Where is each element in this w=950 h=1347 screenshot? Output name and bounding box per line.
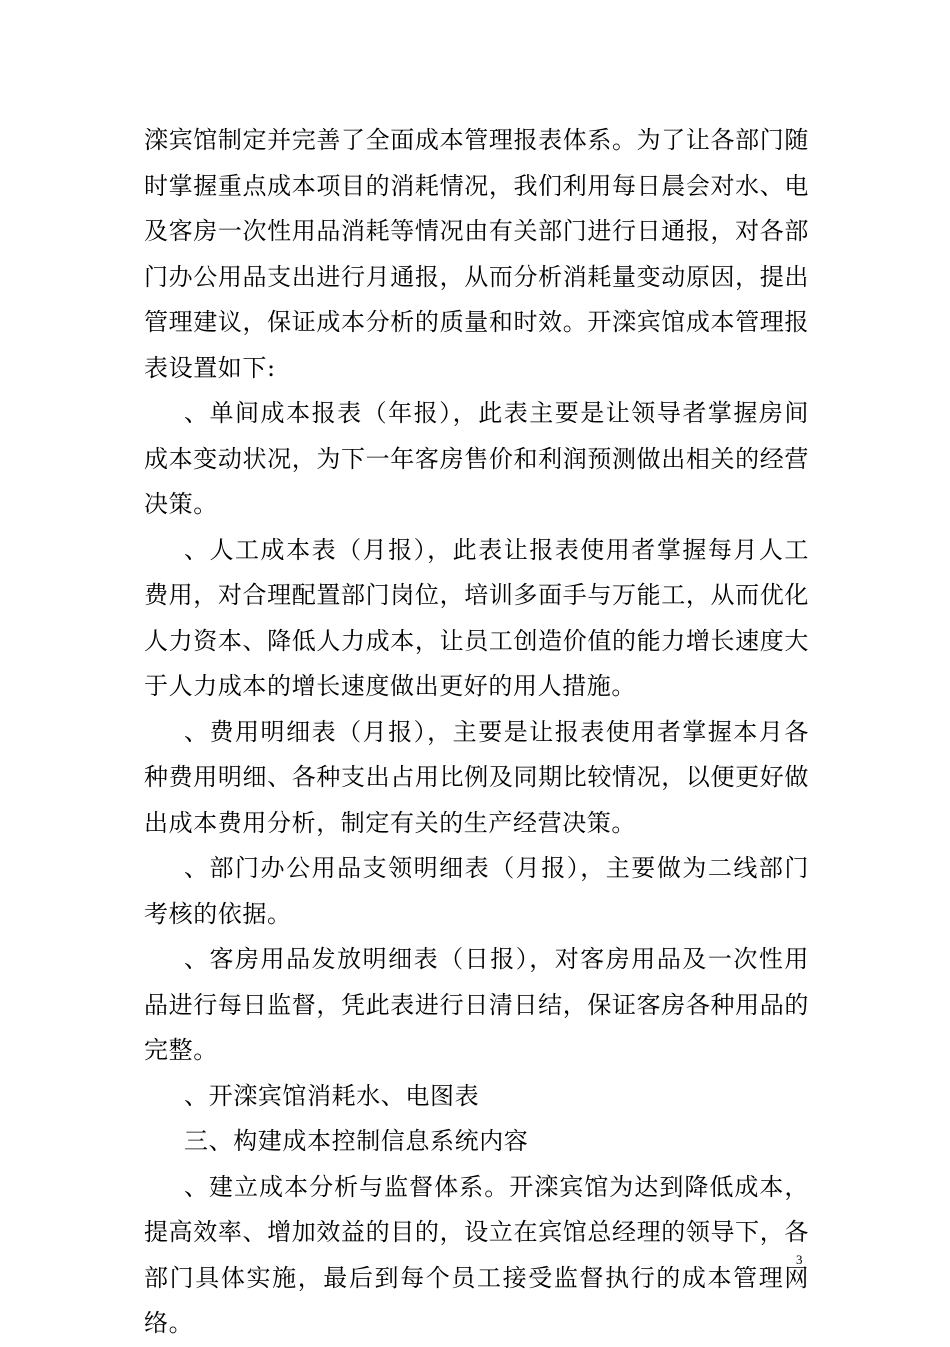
page-number: 3 bbox=[796, 1252, 803, 1267]
paragraph-water-electricity-chart: 、开滦宾馆消耗水、电图表 bbox=[184, 1081, 480, 1110]
paragraph-guest-room-supplies-report: 、客房用品发放明细表（日报），对客房用品及一次性用品进行每日监督，凭此表进行日清日结，保证客房各种用品的完整。 bbox=[144, 945, 809, 1064]
paragraph-labor-cost-report: 、人工成本表（月报），此表让报表使用者掌握每月人工费用，对合理配置部门岗位，培训多面手与万能工，从而优化人力资本、降低人力成本，让员工创造价值的能力增长速度大于人力成本的增长速度做出更好的用人措施。 bbox=[144, 535, 809, 700]
paragraph-expense-detail-report: 、费用明细表（月报），主要是让报表使用者掌握本月各种费用明细、各种支出占用比例及同期比较情况，以便更好做出成本费用分析，制定有关的生产经营决策。 bbox=[144, 717, 809, 837]
paragraph-room-cost-report: 、单间成本报表（年报），此表主要是让领导者掌握房间成本变动状况，为下一年客房售价和利润预测做出相关的经营决策。 bbox=[144, 399, 809, 518]
paragraph-cost-analysis-supervision: 、建立成本分析与监督体系。开滦宾馆为达到降低成本，提高效率、增加效益的目的，设立在宾馆总经理的领导下，各部门具体实施，最后到每个员工接受监督执行的成本管理网络。 bbox=[144, 1172, 809, 1337]
paragraph-cost-report-system: 滦宾馆制定并完善了全面成本管理报表体系。为了让各部门随时掌握重点成本项目的消耗情况，我们利用每日晨会对水、电及客房一次性用品消耗等情况由有关部门进行日通报，对各部门办公用品支出进行月通报，从而分析消耗量变动原因，提出管理建议，保证成本分析的质量和时效。开滦宾馆成本管理报表设置如下: bbox=[144, 126, 809, 382]
section-heading-cost-control-system: 三、构建成本控制信息系统内容 bbox=[184, 1127, 529, 1155]
paragraph-office-supplies-report: 、部门办公用品支领明细表（月报），主要做为二线部门考核的依据。 bbox=[144, 854, 809, 928]
body-text bbox=[144, 118, 809, 1347]
